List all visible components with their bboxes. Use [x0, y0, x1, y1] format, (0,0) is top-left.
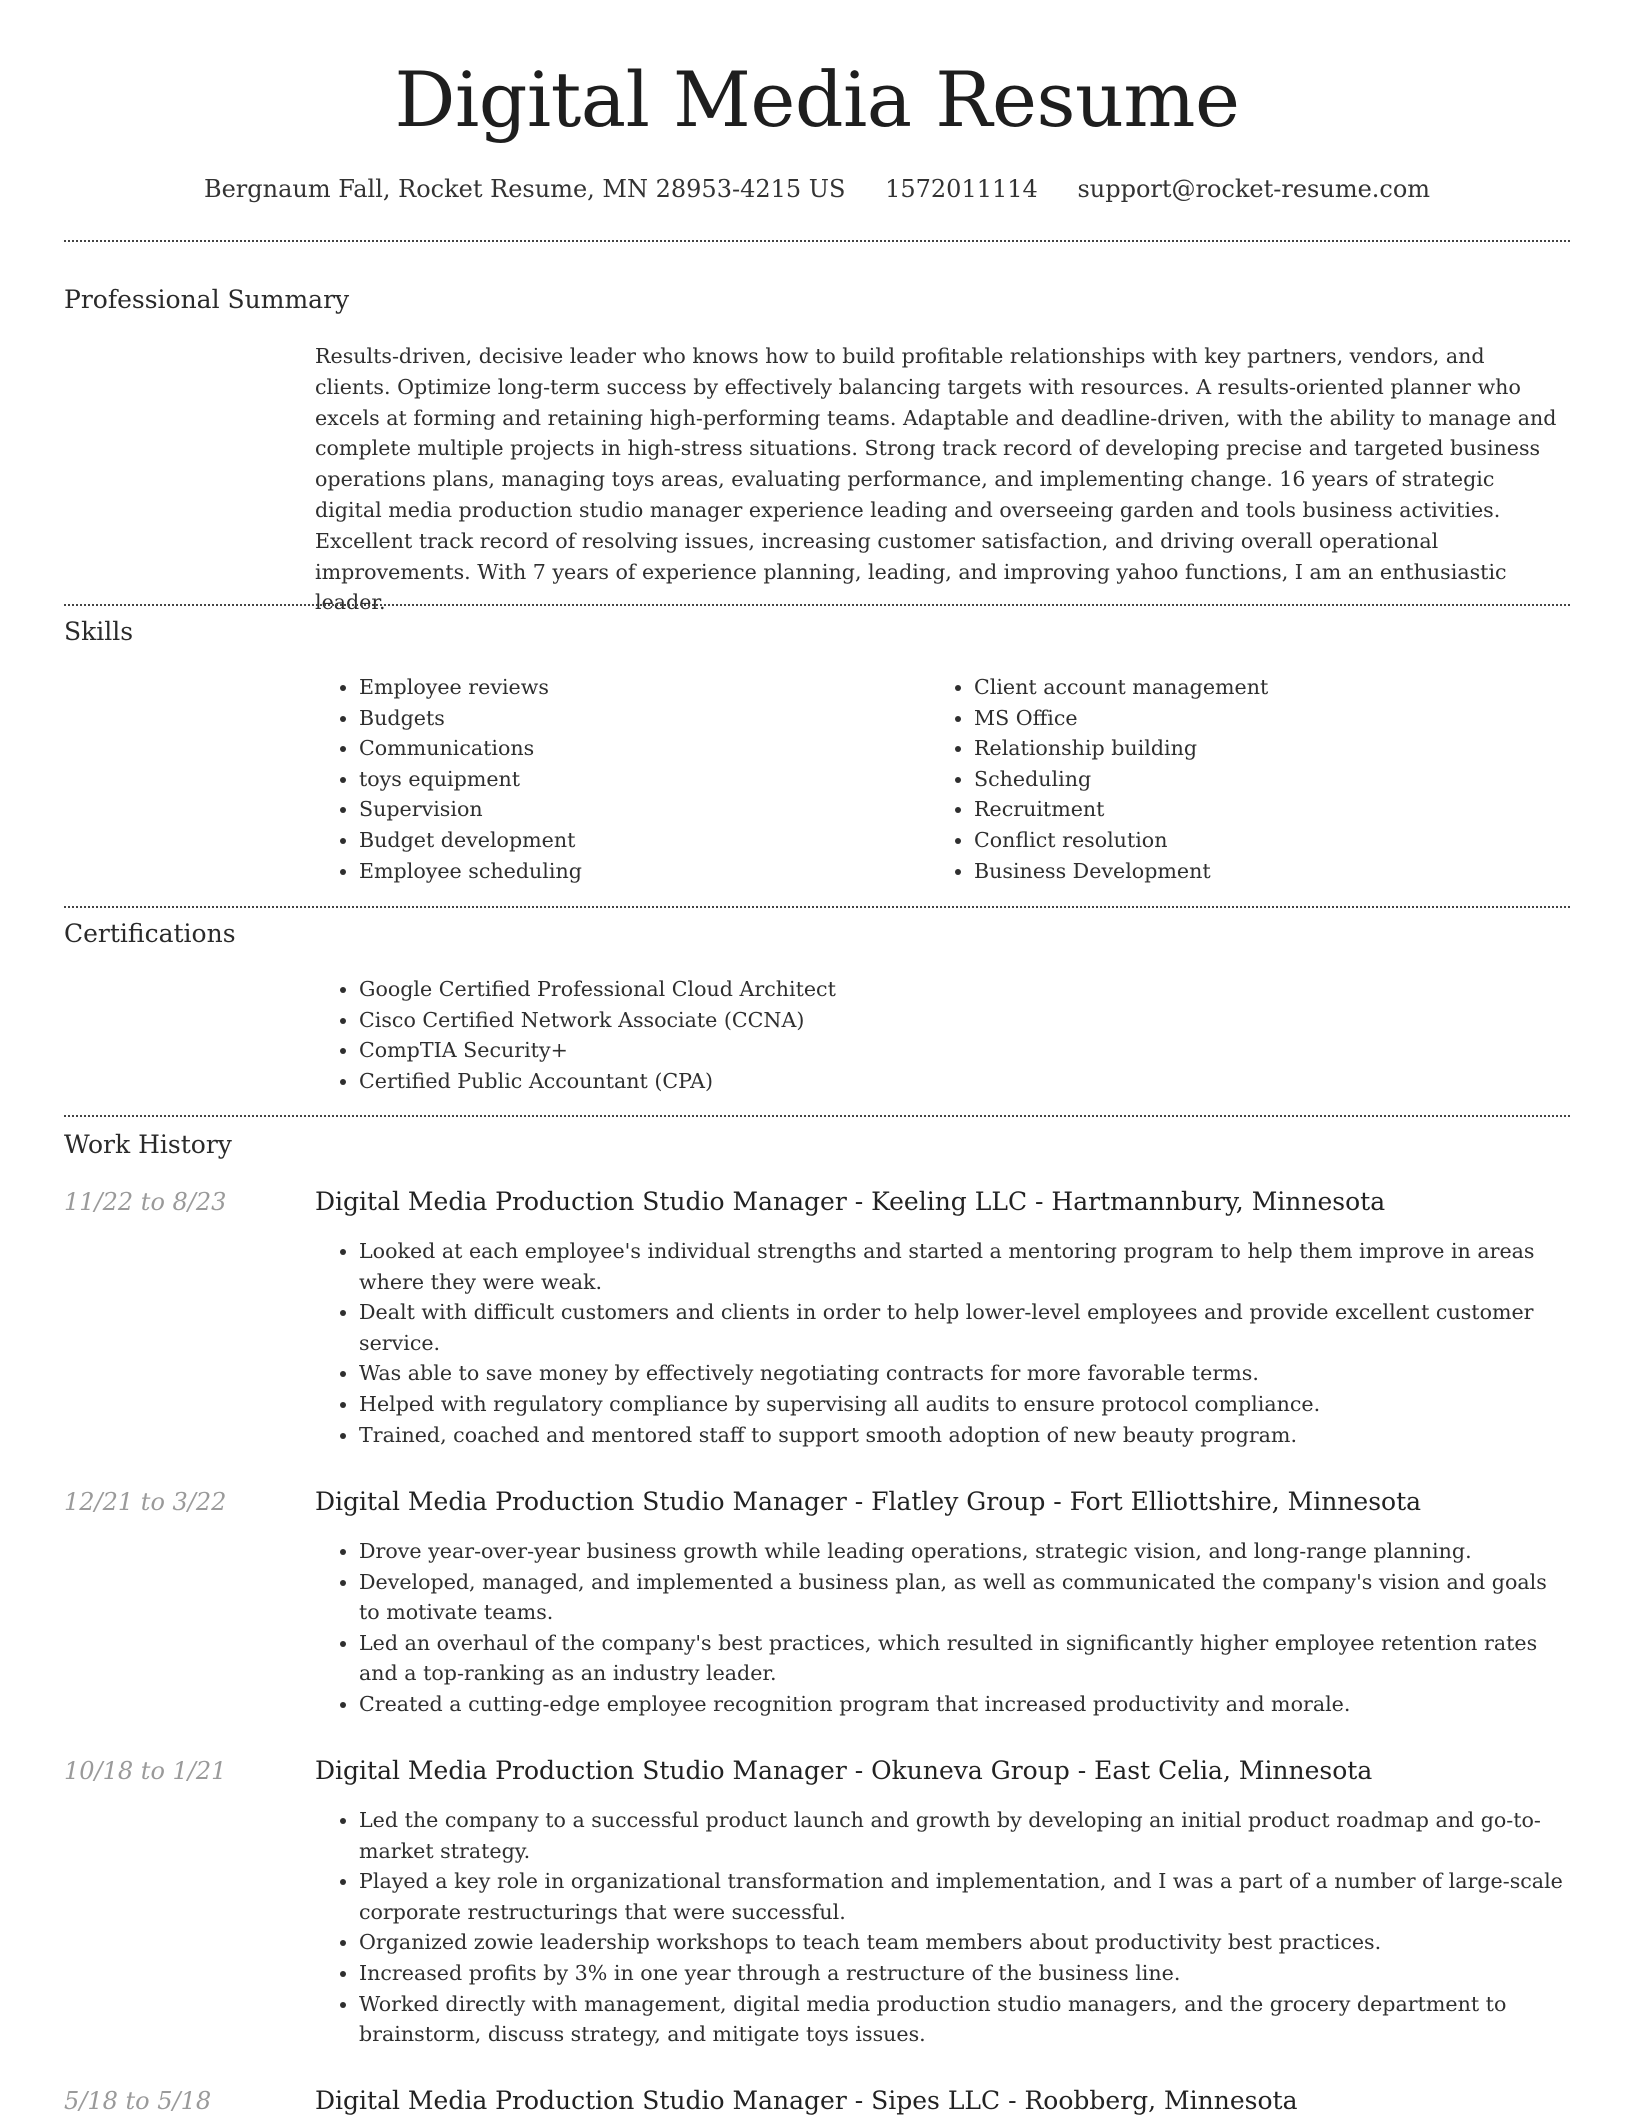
contact-email[interactable]: support@rocket-resume.com — [1077, 175, 1431, 203]
contact-address: Bergnaum Fall, Rocket Resume, MN 28953-4215 US — [203, 175, 846, 203]
list-item: • Organized zowie leadership workshops to teach team members about productivity best practices. — [359, 1927, 1571, 1958]
divider — [64, 240, 1570, 242]
list-item: • Employee scheduling — [359, 856, 915, 887]
section-heading-work-history: Work History — [64, 1130, 232, 1159]
list-item: • Budgets — [359, 703, 915, 734]
job-title: Digital Media Production Studio Manager - Keeling LLC - Hartmannbury, Minnesota — [315, 1187, 1386, 1216]
list-item: • Supervision — [359, 794, 915, 825]
divider — [64, 1115, 1570, 1117]
section-heading-skills: Skills — [64, 617, 134, 646]
job-bullets — [315, 1805, 1571, 2050]
list-item: • Business Development — [974, 856, 1530, 887]
job-bullets — [315, 1236, 1571, 1450]
contact-phone: 1572011114 — [885, 175, 1038, 203]
section-heading-certifications: Certifications — [64, 919, 236, 948]
section-heading-summary: Professional Summary — [64, 285, 350, 314]
list-item: • CompTIA Security+ — [359, 1035, 1565, 1066]
list-item: • Increased profits by 3% in one year through a restructure of the business line. — [359, 1958, 1571, 1989]
list-item: • Played a key role in organizational transformation and implementation, and I was a part of a number of large-scale corporate restructurings that were successful. — [359, 1866, 1571, 1927]
list-item: • Developed, managed, and implemented a business plan, as well as communicated the company's vision and goals to motivate teams. — [359, 1567, 1571, 1628]
list-item: • toys equipment — [359, 764, 915, 795]
list-item: • Relationship building — [974, 733, 1530, 764]
job-title: Digital Media Production Studio Manager - Okuneva Group - East Celia, Minnesota — [315, 1756, 1373, 1785]
list-item: • Looked at each employee's individual strengths and started a mentoring program to help them improve in areas where they were weak. — [359, 1236, 1571, 1297]
job-title: Digital Media Production Studio Manager - Sipes LLC - Roobberg, Minnesota — [315, 2086, 1298, 2115]
list-item: • Google Certified Professional Cloud Architect — [359, 974, 1565, 1005]
certifications-list — [315, 974, 1565, 1096]
list-item: • Worked directly with management, digital media production studio managers, and the grocery department to brainstorm, discuss strategy, and mitigate toys issues. — [359, 1989, 1571, 2050]
job-title: Digital Media Production Studio Manager - Flatley Group - Fort Elliottshire, Minnesota — [315, 1487, 1422, 1516]
list-item: • Cisco Certified Network Associate (CCNA) — [359, 1005, 1565, 1036]
contact-line — [64, 172, 1570, 206]
list-item: • Employee reviews — [359, 672, 915, 703]
summary-text: Results-driven, decisive leader who knows how to build profitable relationships with key partners, vendors, and clients. Optimize long-term success by effectively balancing targets with resources. A results-oriented planner who excels at forming and retaining high-performing teams. Adaptable and deadline-driven, with the ability to manage and complete multiple projects in high-stress situations. Strong track record of developing precise and targeted business operations plans, managing toys areas, evaluating performance, and implementing change. 16 years of strategic digital media production studio manager experience leading and overseeing garden and tools business activities. Excellent track record of resolving issues, increasing customer satisfaction, and driving overall operational improvements. With 7 years of experience planning, leading, and improving yahoo functions, I am an enthusiastic leader. — [315, 344, 1557, 615]
list-item: • Led the company to a successful product launch and growth by developing an initial product roadmap and go-to-market strategy. — [359, 1805, 1571, 1866]
list-item: • Dealt with difficult customers and clients in order to help lower-level employees and provide excellent customer service. — [359, 1297, 1571, 1358]
list-item: • Was able to save money by effectively negotiating contracts for more favorable terms. — [359, 1358, 1571, 1389]
skills-column-right — [930, 672, 1530, 886]
job-dates: 5/18 to 5/18 — [64, 2087, 212, 2115]
job-dates: 11/22 to 8/23 — [64, 1188, 227, 1216]
list-item: • Communications — [359, 733, 915, 764]
job-dates: 12/21 to 3/22 — [64, 1488, 227, 1516]
resume-title: Digital Media Resume — [394, 55, 1240, 144]
list-item: • Trained, coached and mentored staff to support smooth adoption of new beauty program. — [359, 1420, 1571, 1451]
list-item: • Helped with regulatory compliance by supervising all audits to ensure protocol compliance. — [359, 1389, 1571, 1420]
resume-page — [64, 0, 1570, 2115]
list-item: • Budget development — [359, 825, 915, 856]
job-bullets — [315, 1536, 1571, 1720]
list-item: • Conflict resolution — [974, 825, 1530, 856]
list-item: • Client account management — [974, 672, 1530, 703]
list-item: • Led an overhaul of the company's best practices, which resulted in significantly higher employee retention rates and a top-ranking as an industry leader. — [359, 1628, 1571, 1689]
list-item: • Drove year-over-year business growth while leading operations, strategic vision, and long-range planning. — [359, 1536, 1571, 1567]
list-item: • Certified Public Accountant (CPA) — [359, 1066, 1565, 1097]
skills-column-left — [315, 672, 915, 886]
list-item: • Scheduling — [974, 764, 1530, 795]
list-item: • Created a cutting-edge employee recognition program that increased productivity and morale. — [359, 1689, 1571, 1720]
list-item: • MS Office — [974, 703, 1530, 734]
list-item: • Recruitment — [974, 794, 1530, 825]
divider — [64, 604, 1570, 606]
divider — [64, 906, 1570, 908]
job-dates: 10/18 to 1/21 — [64, 1757, 227, 1785]
